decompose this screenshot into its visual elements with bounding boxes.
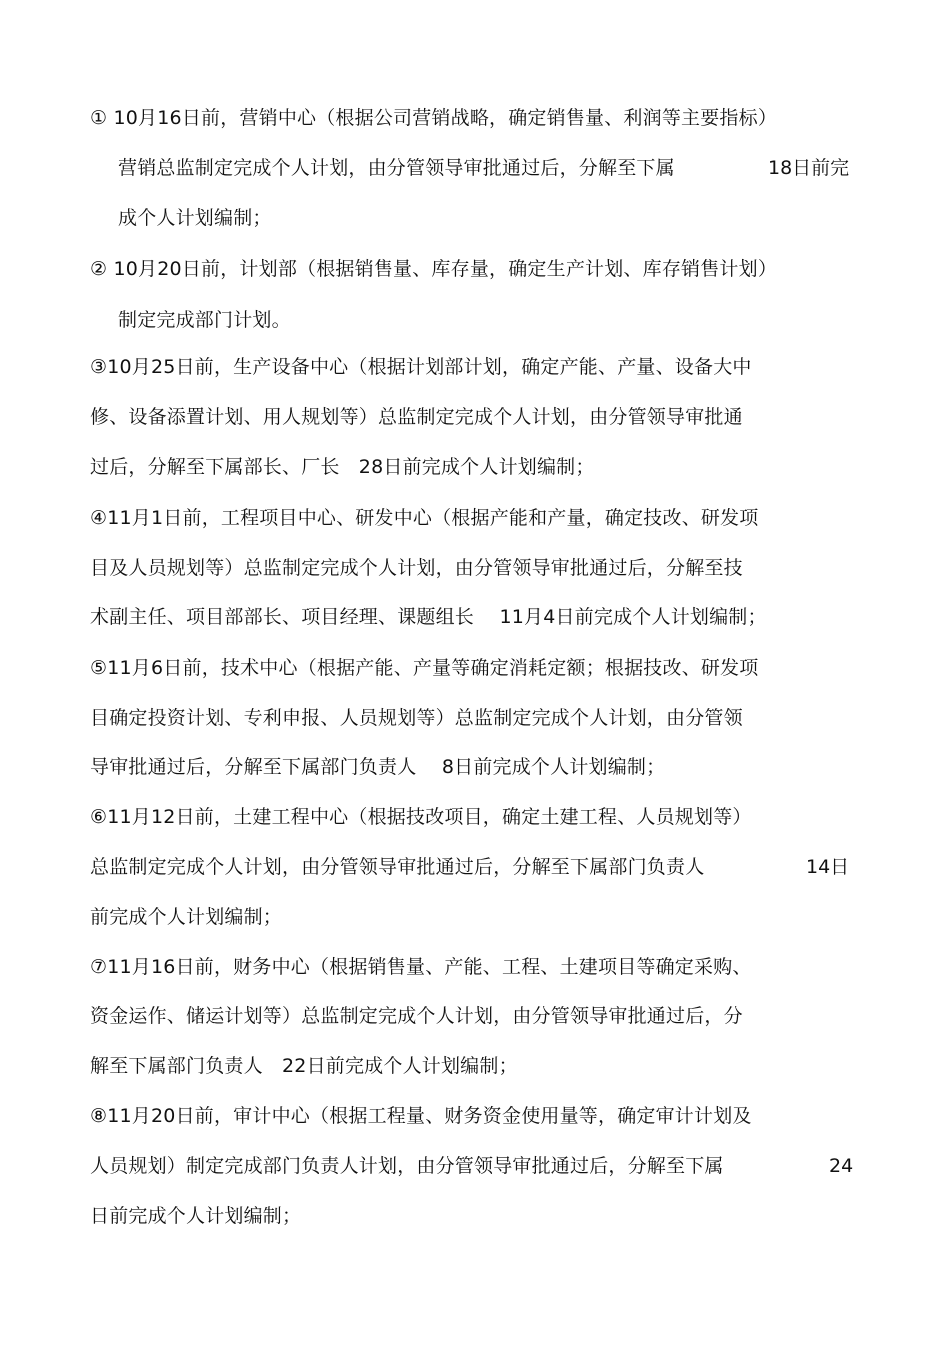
item-8-line-2-tail: 24 bbox=[829, 1155, 854, 1177]
item-4-line-3: 术副主任、项目部部长、项目经理、课题组长 11月4日前完成个人计划编制； bbox=[90, 606, 767, 628]
item-3-line-3: 过后，分解至下属部长、厂长 28日前完成个人计划编制； bbox=[90, 456, 595, 478]
item-1-line-2-tail: 18日前完 bbox=[768, 157, 850, 179]
item-3-line-1: ③10月25日前，生产设备中心（根据计划部计划，确定产能、产量、设备大中 bbox=[90, 356, 752, 378]
item-8-line-2: 人员规划）制定完成部门负责人计划，由分管领导审批通过后，分解至下属 bbox=[90, 1155, 724, 1177]
item-4-line-2: 目及人员规划等）总监制定完成个人计划，由分管领导审批通过后，分解至技 bbox=[90, 557, 743, 579]
item-2-line-1: ② 10月20日前，计划部（根据销售量、库存量，确定生产计划、库存销售计划） bbox=[90, 258, 778, 280]
item-6-line-3: 前完成个人计划编制； bbox=[90, 906, 283, 928]
item-5-line-1: ⑤11月6日前，技术中心（根据产能、产量等确定消耗定额；根据技改、研发项 bbox=[90, 657, 759, 679]
item-7-line-3: 解至下属部门负责人 22日前完成个人计划编制； bbox=[90, 1055, 518, 1077]
item-1-line-1: ① 10月16日前，营销中心（根据公司营销战略，确定销售量、利润等主要指标） bbox=[90, 107, 778, 129]
item-5-line-2: 目确定投资计划、专利申报、人员规划等）总监制定完成个人计划，由分管领 bbox=[90, 707, 743, 729]
item-8-line-3: 日前完成个人计划编制； bbox=[90, 1205, 302, 1227]
item-1-line-2: 营销总监制定完成个人计划，由分管领导审批通过后，分解至下属 bbox=[118, 157, 675, 179]
item-7-line-2: 资金运作、储运计划等）总监制定完成个人计划，由分管领导审批通过后，分 bbox=[90, 1005, 743, 1027]
item-2-line-2: 制定完成部门计划。 bbox=[118, 309, 291, 331]
item-8-line-1: ⑧11月20日前，审计中心（根据工程量、财务资金使用量等，确定审计计划及 bbox=[90, 1105, 752, 1127]
item-6-line-2: 总监制定完成个人计划，由分管领导审批通过后，分解至下属部门负责人 bbox=[90, 856, 705, 878]
item-7-line-1: ⑦11月16日前，财务中心（根据销售量、产能、工程、土建项目等确定采购、 bbox=[90, 956, 752, 978]
item-1-line-3: 成个人计划编制； bbox=[118, 207, 272, 229]
item-4-line-1: ④11月1日前，工程项目中心、研发中心（根据产能和产量，确定技改、研发项 bbox=[90, 507, 759, 529]
item-5-line-3: 导审批通过后，分解至下属部门负责人 8日前完成个人计划编制； bbox=[90, 756, 666, 778]
item-6-line-2-tail: 14日 bbox=[806, 856, 850, 878]
item-6-line-1: ⑥11月12日前，土建工程中心（根据技改项目，确定土建工程、人员规划等） bbox=[90, 806, 752, 828]
item-3-line-2: 修、设备添置计划、用人规划等）总监制定完成个人计划，由分管领导审批通 bbox=[90, 406, 743, 428]
